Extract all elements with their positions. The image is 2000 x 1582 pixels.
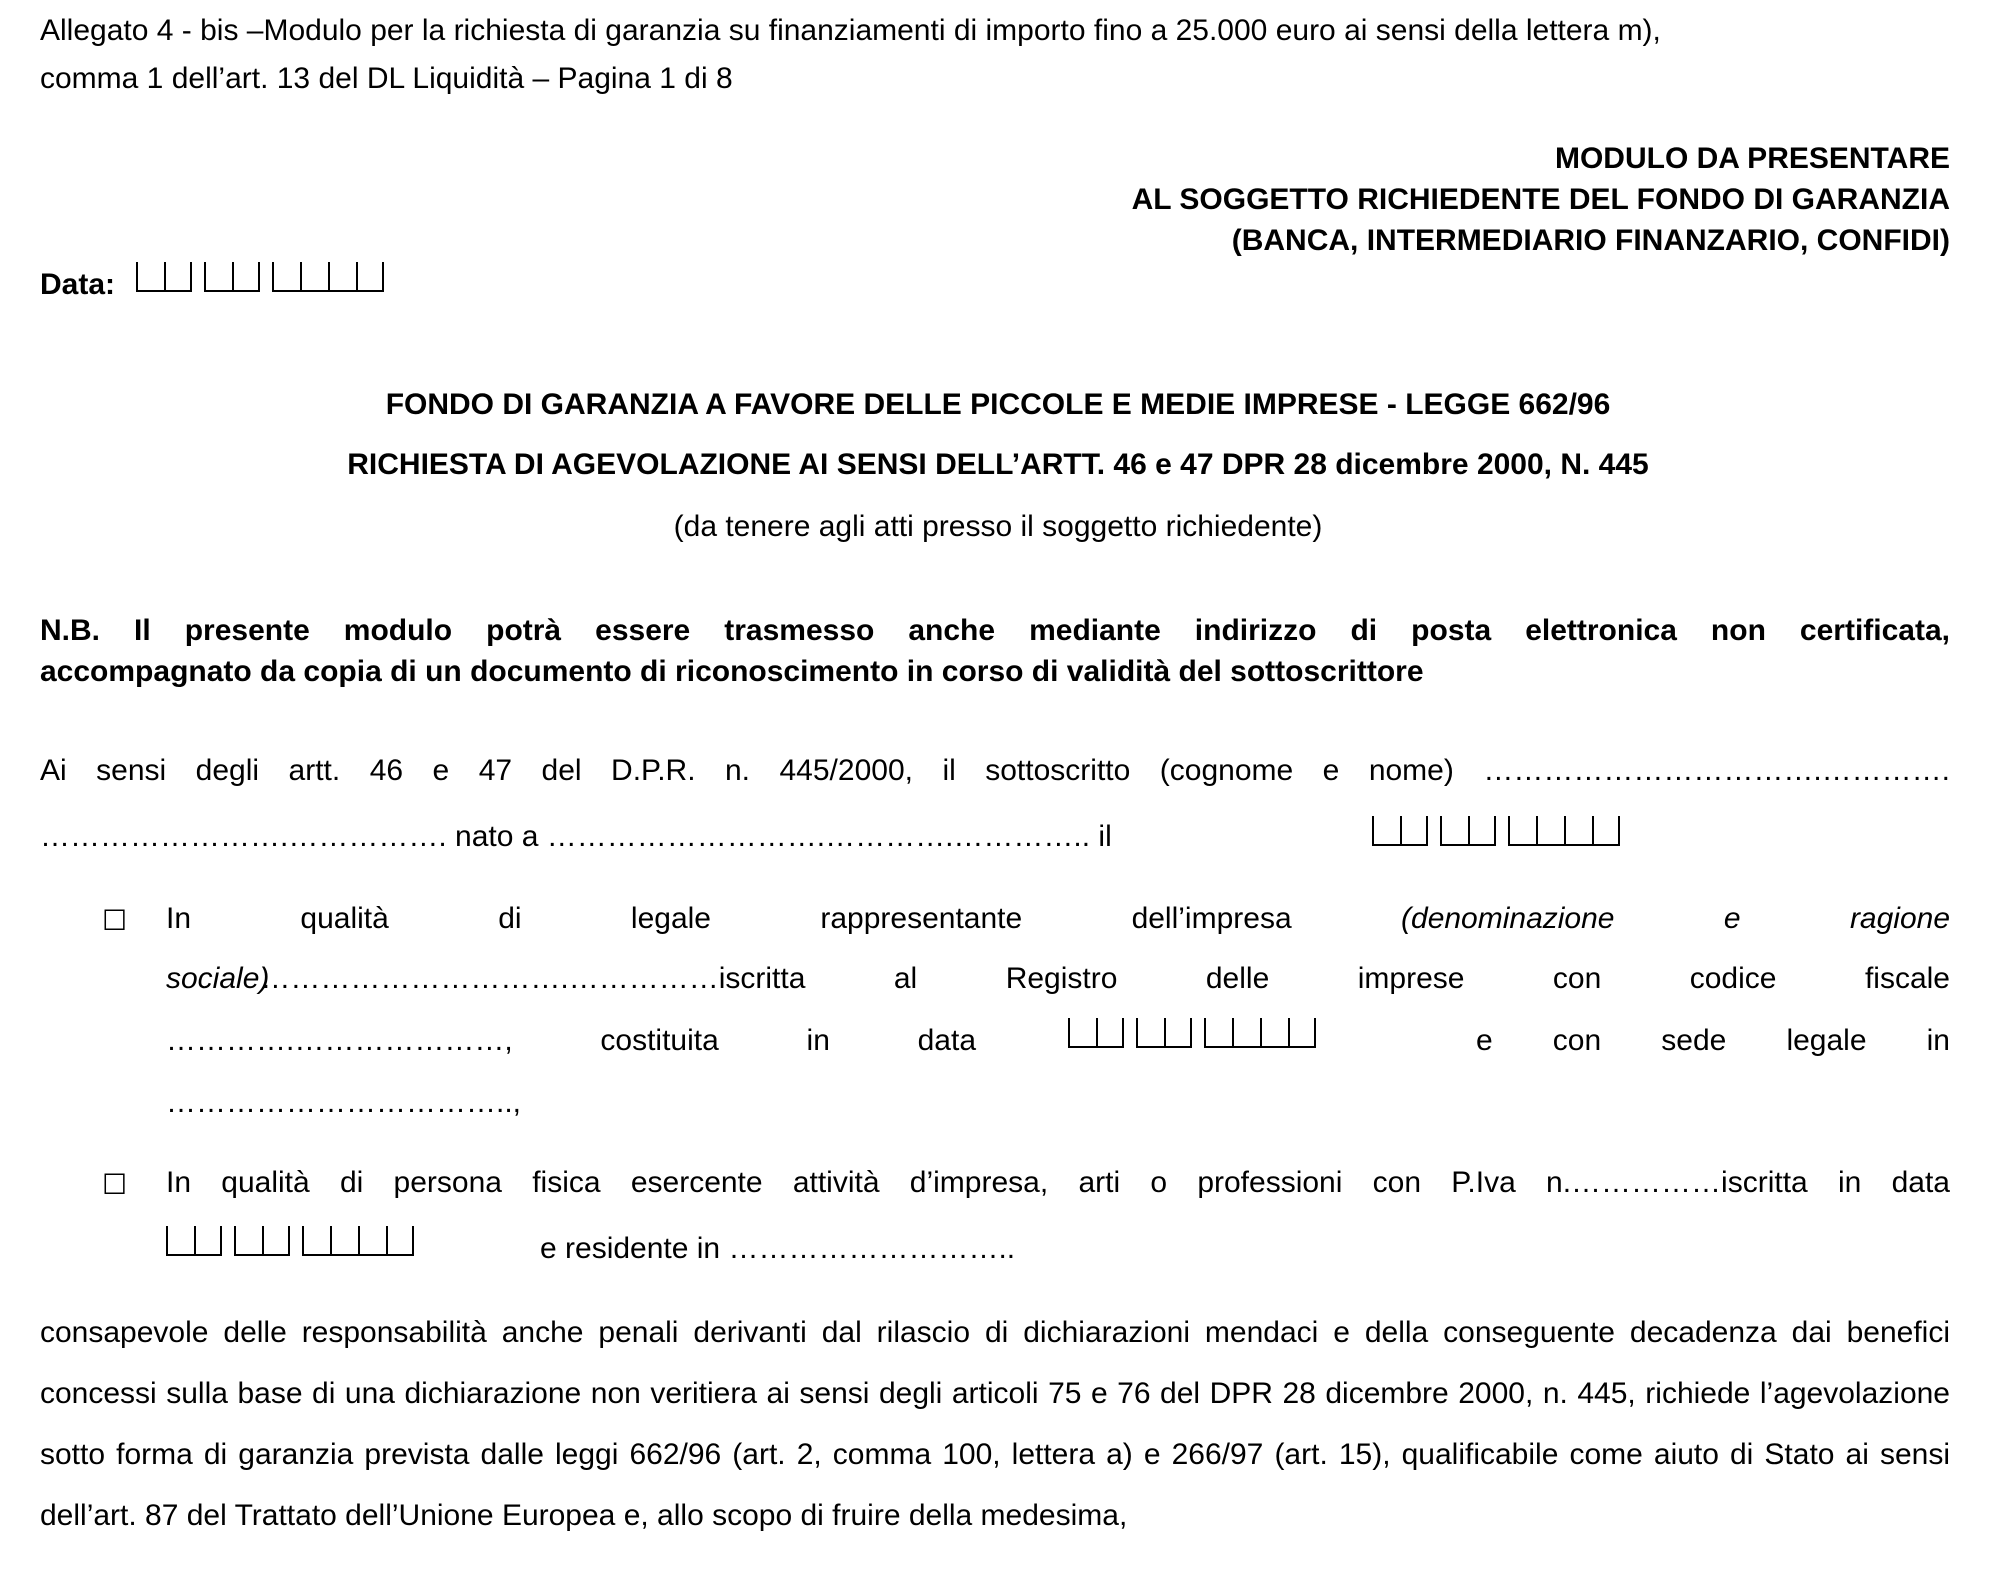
recipient-line-1: MODULO DA PRESENTARE bbox=[1554, 142, 1950, 175]
word: o bbox=[1150, 1166, 1168, 1199]
constitution-year-boxes[interactable] bbox=[1204, 1018, 1316, 1048]
word: delle bbox=[1205, 962, 1270, 995]
word: codice bbox=[1689, 962, 1777, 995]
registration-date-field[interactable] bbox=[166, 1226, 414, 1256]
word: d’impresa, bbox=[909, 1166, 1049, 1199]
word: In bbox=[166, 1166, 192, 1199]
date-day-boxes[interactable] bbox=[136, 262, 192, 292]
residence-field[interactable]: e residente in ……………………….. bbox=[540, 1232, 1016, 1265]
recipient-line-2: AL SOGGETTO RICHIEDENTE DEL FONDO DI GARANZIA bbox=[1131, 183, 1950, 216]
birth-day-boxes[interactable] bbox=[1372, 816, 1428, 846]
word: artt. bbox=[288, 754, 341, 787]
word: 47 bbox=[478, 754, 513, 787]
word: data bbox=[1891, 1166, 1950, 1199]
word: qualità bbox=[221, 1166, 310, 1199]
option2-row-1 bbox=[166, 1166, 1950, 1200]
word: imprese bbox=[1357, 962, 1465, 995]
date-year-boxes[interactable] bbox=[272, 262, 384, 292]
option1-row-2 bbox=[166, 962, 1950, 996]
vat-number-field[interactable]: n.……………iscritta bbox=[1546, 1166, 1808, 1199]
declarant-line-2: …………………….……………. nato a ……………………….………….………….. il bbox=[40, 820, 1112, 853]
word: in bbox=[806, 1024, 830, 1057]
name-field[interactable]: …………………………….…………. bbox=[1483, 754, 1950, 787]
word: in bbox=[1837, 1166, 1862, 1199]
date-field[interactable] bbox=[136, 262, 384, 292]
word: professioni bbox=[1197, 1166, 1343, 1199]
registered-office-field[interactable]: …………………………….., bbox=[166, 1086, 522, 1119]
header-line-1: Allegato 4 - bis –Modulo per la richiesta di garanzia su finanziamenti di importo fino a 25.000 euro ai sensi della lettera m), bbox=[40, 14, 1661, 47]
word: ragione bbox=[1849, 902, 1951, 935]
constitution-day-boxes[interactable] bbox=[1068, 1018, 1124, 1048]
recipient-block bbox=[1132, 138, 1950, 261]
birth-month-boxes[interactable] bbox=[1440, 816, 1496, 846]
legal-rep-checkbox[interactable]: ☐ bbox=[102, 905, 128, 936]
registration-month-boxes[interactable] bbox=[234, 1226, 290, 1256]
word: attività bbox=[792, 1166, 880, 1199]
word: e bbox=[1476, 1024, 1493, 1057]
option1-row-1 bbox=[166, 902, 1950, 936]
word: 46 bbox=[369, 754, 404, 787]
word: di bbox=[339, 1166, 364, 1199]
option1-row-3-right bbox=[1476, 1024, 1950, 1058]
main-title: FONDO DI GARANZIA A FAVORE DELLE PICCOLE E MEDIE IMPRESE - LEGGE 662/96 bbox=[385, 388, 1611, 421]
word: legale bbox=[1786, 1024, 1867, 1057]
word: di bbox=[498, 902, 522, 935]
word: costituita bbox=[600, 1024, 719, 1057]
recipient-line-3: (BANCA, INTERMEDIARIO FINANZARIO, CONFIDI) bbox=[1231, 224, 1950, 257]
word: Ai bbox=[40, 754, 67, 787]
body-paragraph: consapevole delle responsabilità anche penali derivanti dal rilascio di dichiarazioni mendaci e della conseguente decadenza dai benefici concessi sulla base di una dichiarazione non veritiera ai sensi degli articoli 75 e 76 del DPR 28 dicembre 2000, n. 445, richiede l’agevolazione sotto forma di garanzia prevista dalle leggi 662/96 (art. 2, comma 100, lettera a) e 266/97 (art. 15), qualificabile come aiuto di Stato ai sensi dell’art. 87 del Trattato dell’Unione Europea e, allo scopo di fruire della medesima, bbox=[40, 1316, 1950, 1532]
word: fisica bbox=[532, 1166, 601, 1199]
word: il bbox=[942, 754, 956, 787]
word: rappresentante bbox=[820, 902, 1023, 935]
word: dell’impresa bbox=[1131, 902, 1292, 935]
word: sociale) bbox=[166, 962, 270, 995]
word: degli bbox=[195, 754, 260, 787]
header-line-2: comma 1 dell’art. 13 del DL Liquidità – Pagina 1 di 8 bbox=[40, 62, 733, 95]
word: sensi bbox=[96, 754, 167, 787]
date-month-boxes[interactable] bbox=[204, 262, 260, 292]
word: con bbox=[1372, 1166, 1422, 1199]
word: 445/2000, bbox=[779, 754, 913, 787]
nb-line-2: accompagnato da copia di un documento di riconoscimento in corso di validità del sottoscrittore bbox=[40, 655, 1424, 688]
registration-year-boxes[interactable] bbox=[302, 1226, 414, 1256]
request-title: RICHIESTA DI AGEVOLAZIONE AI SENSI DELL’ARTT. 46 e 47 DPR 28 dicembre 2000, N. 445 bbox=[347, 448, 1649, 481]
nb-note bbox=[40, 610, 1950, 692]
natural-person-checkbox[interactable]: ☐ bbox=[102, 1169, 128, 1200]
word: n. bbox=[725, 754, 751, 787]
word: In bbox=[166, 902, 192, 935]
option1-row-3-left bbox=[166, 1024, 976, 1058]
word: sottoscritto bbox=[985, 754, 1131, 787]
word: persona bbox=[393, 1166, 502, 1199]
title-note: (da tenere agli atti presso il soggetto richiedente) bbox=[673, 510, 1323, 543]
birth-date-field[interactable] bbox=[1372, 816, 1620, 846]
word: P.Iva bbox=[1451, 1166, 1516, 1199]
word: sede bbox=[1661, 1024, 1727, 1057]
word: al bbox=[893, 962, 918, 995]
word: con bbox=[1552, 962, 1602, 995]
word: (cognome bbox=[1159, 754, 1294, 787]
word: in bbox=[1926, 1024, 1950, 1057]
word: e bbox=[432, 754, 450, 787]
birth-year-boxes[interactable] bbox=[1508, 816, 1620, 846]
constitution-month-boxes[interactable] bbox=[1136, 1018, 1192, 1048]
word: e bbox=[1322, 754, 1340, 787]
word: Registro bbox=[1005, 962, 1118, 995]
constitution-date-field[interactable] bbox=[1068, 1018, 1316, 1048]
declarant-line-1 bbox=[40, 754, 1950, 788]
word: fiscale bbox=[1864, 962, 1950, 995]
word: del bbox=[541, 754, 582, 787]
word: arti bbox=[1078, 1166, 1121, 1199]
nb-line-1: N.B. Il presente modulo potrà essere trasmesso anche mediante indirizzo di posta elettronica non certificata, bbox=[40, 614, 1950, 647]
word: legale bbox=[630, 902, 711, 935]
word: esercente bbox=[630, 1166, 763, 1199]
date-label: Data: bbox=[40, 268, 116, 301]
word: e bbox=[1723, 902, 1741, 935]
word: D.P.R. bbox=[611, 754, 696, 787]
company-name-field[interactable]: ………………………….……………iscritta bbox=[260, 962, 806, 995]
word: con bbox=[1552, 1024, 1602, 1057]
word: qualità bbox=[300, 902, 389, 935]
word: (denominazione bbox=[1401, 902, 1615, 935]
word: nome) bbox=[1368, 754, 1454, 787]
word: data bbox=[917, 1024, 977, 1057]
registration-day-boxes[interactable] bbox=[166, 1226, 222, 1256]
tax-code-field[interactable]: ………….…………………, bbox=[166, 1024, 513, 1057]
